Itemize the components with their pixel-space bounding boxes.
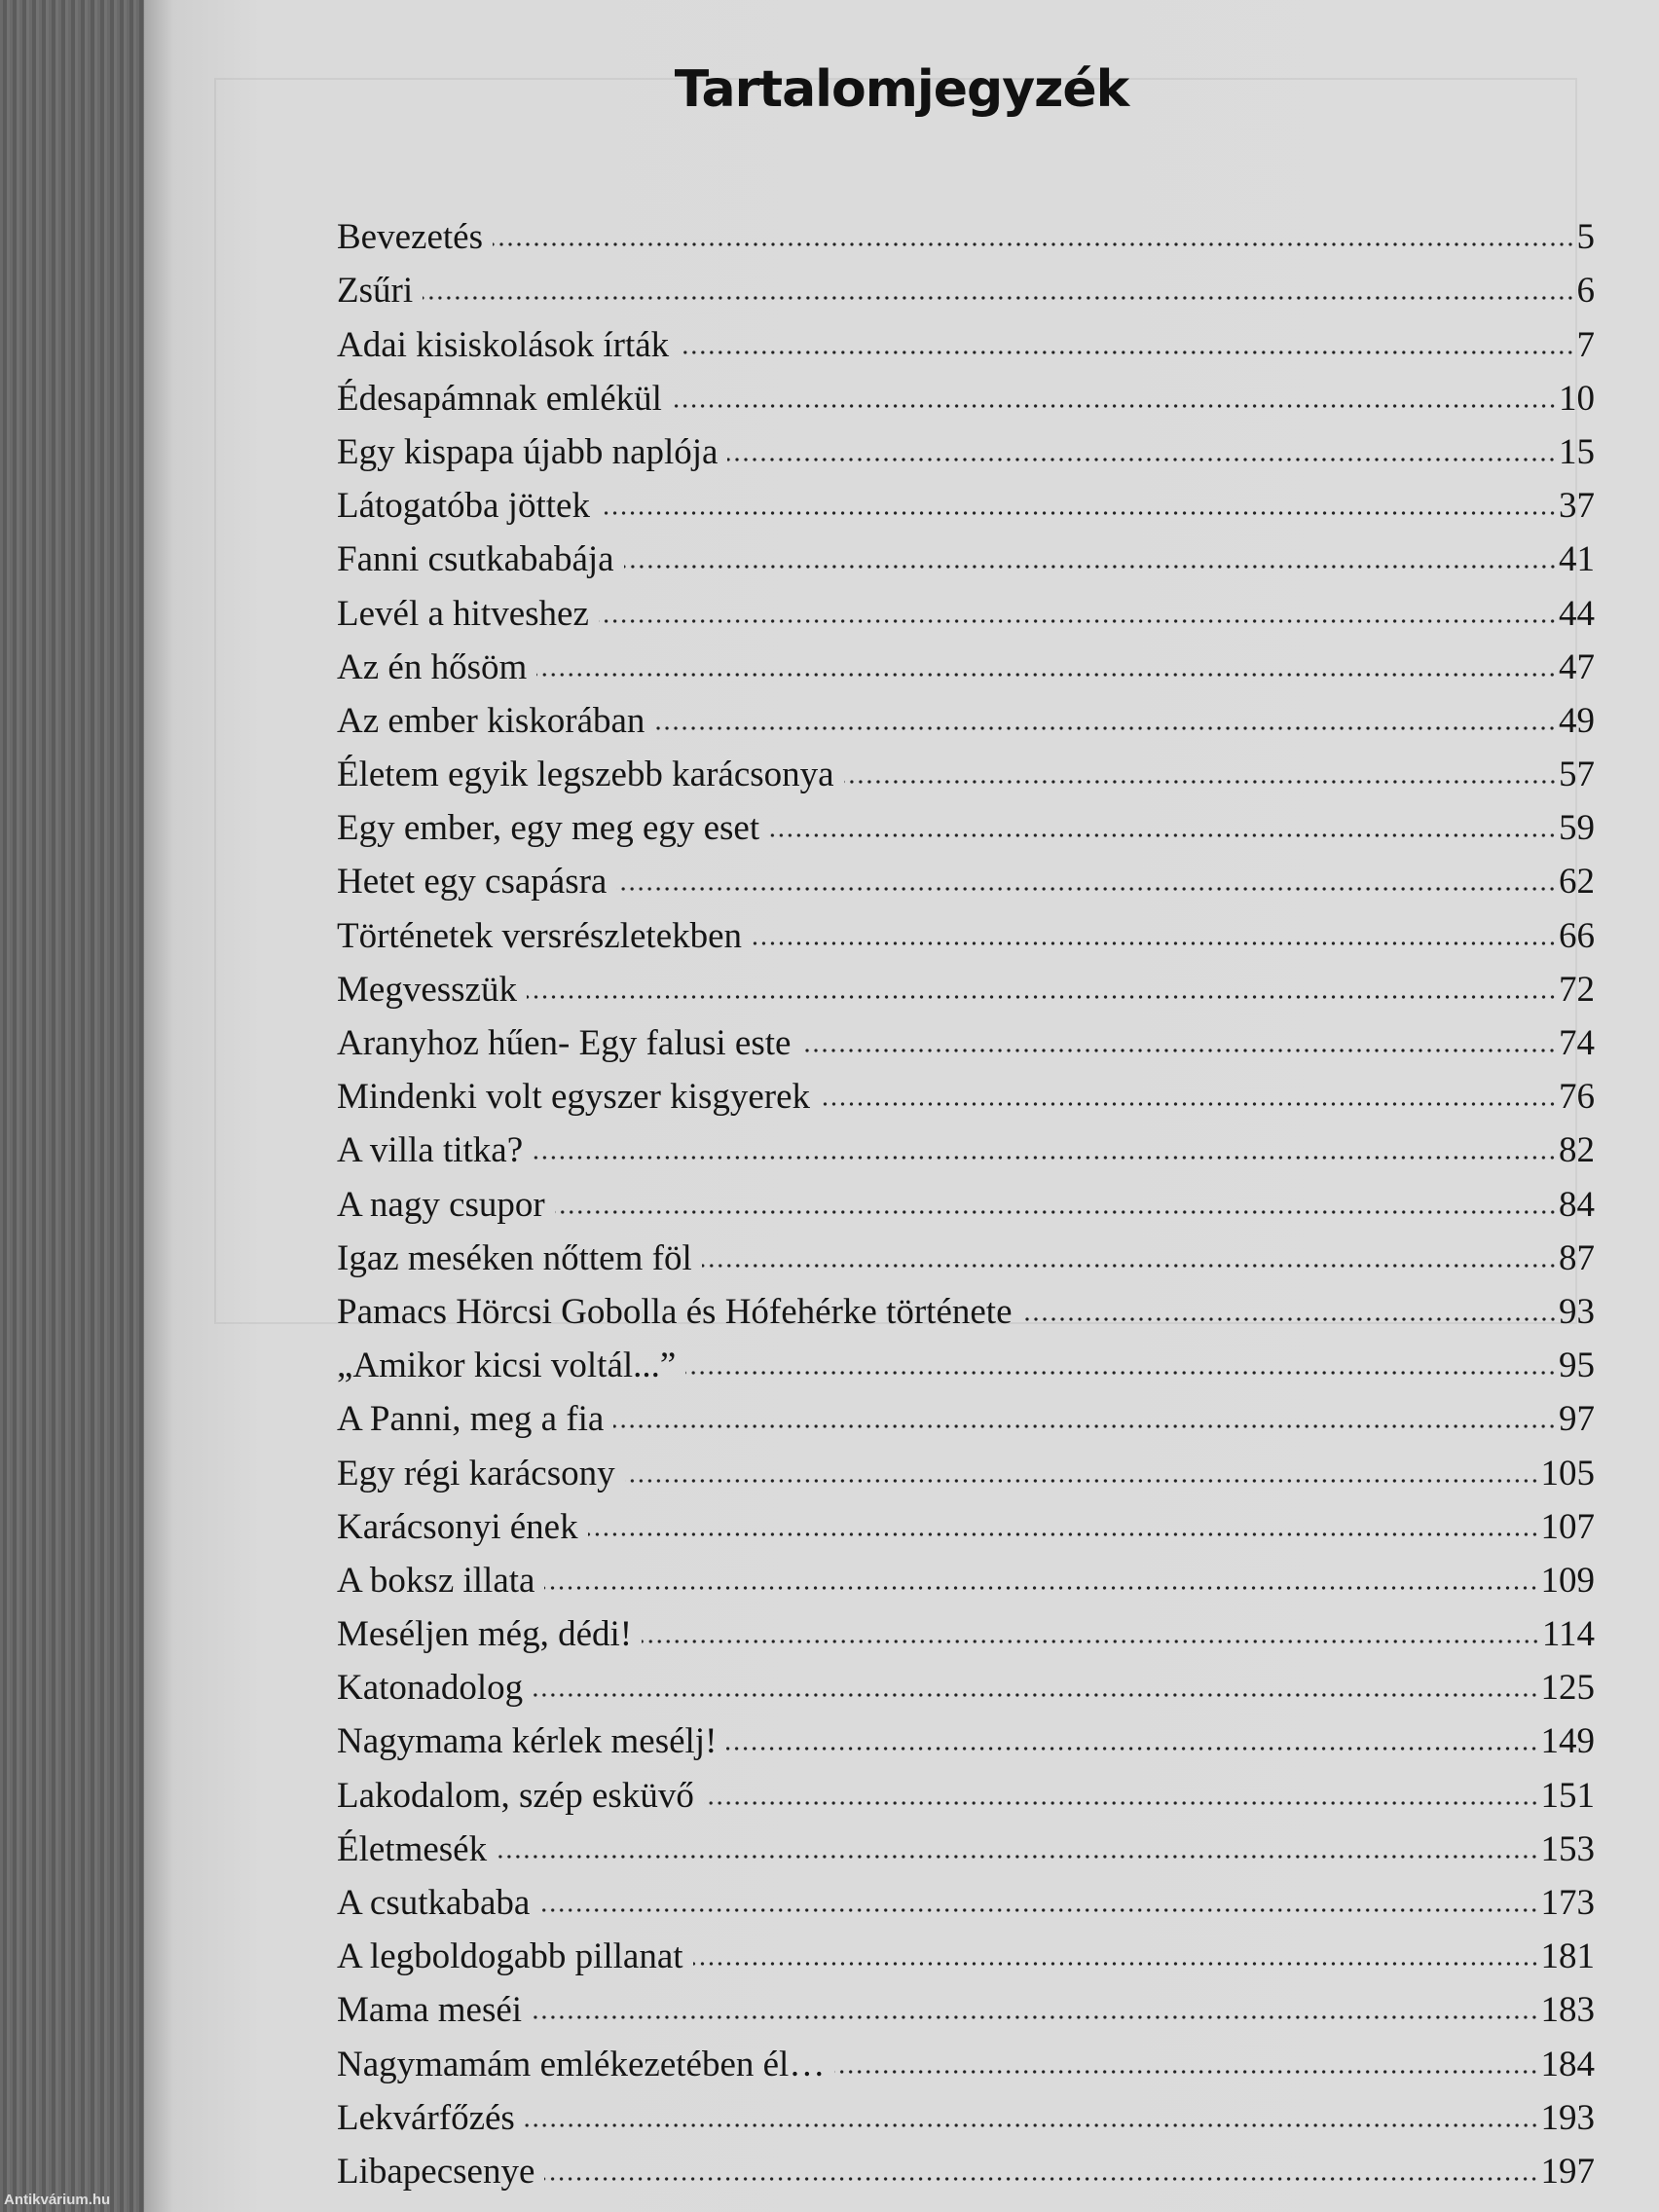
toc-entry-page: 183: [1540, 1990, 1595, 2031]
toc-entry: [337, 1168, 1595, 1225]
toc-entry-page: 84: [1559, 1184, 1595, 1225]
toc-entry-page: 62: [1559, 862, 1595, 903]
dot-leader: [844, 780, 1557, 784]
toc-entry: [337, 202, 1595, 258]
toc-entry: [337, 470, 1595, 527]
toc-entry: [337, 1652, 1595, 1709]
toc-entry-page: 5: [1576, 217, 1595, 258]
toc-entry: [337, 255, 1595, 312]
toc-entry-page: 181: [1540, 1936, 1595, 1977]
dot-leader: [493, 242, 1575, 246]
toc-entry-page: 10: [1559, 378, 1595, 419]
toc-entry: [337, 1008, 1595, 1061]
toc-entry: [337, 1974, 1595, 2031]
toc-entry: [337, 1492, 1595, 1545]
toc-entry-title: Lekvárfőzés: [337, 2097, 515, 2138]
watermark: Antikvárium.hu: [4, 2192, 111, 2208]
toc-entry-title: Életem egyik legszebb karácsonya: [337, 755, 834, 795]
dot-leader: [555, 1210, 1557, 1214]
toc-entry-title: Az ember kiskorában: [337, 700, 645, 741]
dot-leader: [625, 1479, 1539, 1483]
toc-entry-page: 93: [1559, 1291, 1595, 1332]
toc-entry-title: A csutkababa: [337, 1883, 531, 1923]
toc-entry-title: Fanni csutkababája: [337, 539, 614, 580]
toc-entry-title: Libapecsenye: [337, 2151, 535, 2192]
toc-entry-page: 72: [1559, 969, 1595, 1010]
dot-leader: [800, 1049, 1557, 1052]
toc-entry: [337, 954, 1595, 1008]
dot-leader: [613, 1424, 1557, 1428]
dot-leader: [588, 1532, 1539, 1536]
toc-entry: [337, 1599, 1595, 1655]
toc-entry-page: 97: [1559, 1399, 1595, 1440]
dot-leader: [642, 1640, 1540, 1643]
toc-entry-page: 114: [1541, 1614, 1595, 1655]
toc-entry-page: 6: [1576, 271, 1595, 312]
dot-leader: [752, 941, 1557, 945]
toc-entry-page: 173: [1540, 1883, 1595, 1923]
toc-entry: [337, 1223, 1595, 1276]
toc-entry: [337, 1061, 1595, 1118]
toc-entry-title: Történetek versrészletekben: [337, 915, 743, 956]
dot-leader: [693, 1962, 1539, 1966]
toc-entry-title: „Amikor kicsi voltál...”: [337, 1346, 677, 1386]
toc-entry-page: 7: [1576, 324, 1595, 365]
toc-entry: [337, 2083, 1595, 2136]
toc-entry-page: 153: [1540, 1828, 1595, 1869]
toc-entry-title: Egy régi karácsony: [337, 1453, 615, 1493]
toc-entry-title: Karácsonyi ének: [337, 1506, 578, 1547]
toc-entry-title: A villa titka?: [337, 1130, 524, 1171]
toc-entry: [337, 685, 1595, 739]
dot-leader: [600, 511, 1557, 515]
toc-entry-title: Lakodalom, szép esküvő: [337, 1775, 694, 1816]
toc-entry-title: Hetet egy csapásra: [337, 862, 608, 903]
toc-entry-page: 107: [1540, 1506, 1595, 1547]
toc-entry: [337, 900, 1595, 956]
toc-entry: [337, 1706, 1595, 1762]
toc-entry-title: Édesapámnak emlékül: [337, 378, 662, 419]
toc-entry-page: 37: [1559, 486, 1595, 527]
toc-entry-page: 184: [1540, 2044, 1595, 2084]
toc-entry: [337, 1814, 1595, 1867]
toc-entry-title: Adai kisiskolások írták: [337, 324, 670, 365]
dot-leader: [820, 1102, 1557, 1106]
dot-leader: [599, 619, 1557, 623]
toc-entry-page: 151: [1540, 1775, 1595, 1816]
toc-entry-title: Megvesszük: [337, 969, 517, 1010]
dot-leader: [533, 1156, 1557, 1160]
toc-entry: [337, 1867, 1595, 1921]
dot-leader: [423, 296, 1574, 300]
toc-entry: [337, 1330, 1595, 1386]
toc-entry-title: Életmesék: [337, 1828, 488, 1869]
dot-leader: [672, 404, 1557, 408]
toc-entry: [337, 1759, 1595, 1816]
toc-entry: [337, 846, 1595, 903]
toc-entry-title: Mama meséi: [337, 1990, 523, 2031]
dot-leader: [525, 2123, 1539, 2127]
toc-entry: [337, 1545, 1595, 1599]
toc-entry: [337, 309, 1595, 365]
toc-entry: [337, 1437, 1595, 1491]
toc-entry-page: 105: [1540, 1453, 1595, 1493]
toc-entry-page: 41: [1559, 539, 1595, 580]
toc-entry-title: Látogatóba jöttek: [337, 486, 590, 527]
toc-entry: [337, 1276, 1595, 1330]
toc-entry: [337, 417, 1595, 470]
toc-entry-page: 193: [1540, 2097, 1595, 2138]
toc-entry-title: Nagymamám emlékezetében él…: [337, 2044, 826, 2084]
toc-entry-page: 149: [1540, 1721, 1595, 1762]
toc-entry-page: 74: [1559, 1023, 1595, 1063]
dot-leader: [685, 1371, 1557, 1375]
toc-entry: [337, 363, 1595, 417]
toc-entry-page: 125: [1540, 1668, 1595, 1709]
toc-entry-page: 49: [1559, 700, 1595, 741]
page-title: Tartalomjegyzék: [674, 60, 1129, 119]
toc-entry: [337, 739, 1595, 793]
toc-entry: [337, 632, 1595, 685]
toc-entry-title: A nagy csupor: [337, 1184, 545, 1225]
toc-entry: [337, 1115, 1595, 1171]
toc-entry: [337, 524, 1595, 580]
toc-entry-page: 76: [1559, 1077, 1595, 1118]
toc-entry: [337, 1921, 1595, 1977]
toc-entry-title: Bevezetés: [337, 217, 483, 258]
toc-entry-title: A boksz illata: [337, 1560, 535, 1601]
dot-leader: [654, 726, 1557, 730]
toc-entry: [337, 793, 1595, 849]
toc-entry: [337, 577, 1595, 634]
dot-leader: [539, 1908, 1538, 1912]
dot-leader: [527, 995, 1557, 999]
toc-entry-title: Mindenki volt egyszer kisgyerek: [337, 1077, 811, 1118]
toc-entry-title: Egy kispapa újabb naplója: [337, 431, 719, 472]
book-binding: [0, 0, 144, 2212]
toc-entry-page: 197: [1540, 2151, 1595, 2192]
dot-leader: [704, 1801, 1539, 1805]
toc-entry-title: Meséljen még, dédi!: [337, 1614, 633, 1655]
dot-leader: [533, 1693, 1538, 1697]
toc-entry: [337, 2028, 1595, 2082]
toc-entry: [337, 2136, 1595, 2190]
toc-entry-title: Egy ember, egy meg egy eset: [337, 808, 760, 849]
toc-entry-title: Katonadolog: [337, 1668, 524, 1709]
toc-entry-title: Az én hősöm: [337, 646, 528, 687]
dot-leader: [544, 2177, 1538, 2181]
toc-entry-page: 109: [1540, 1560, 1595, 1601]
toc-entry-title: Igaz meséken nőttem föl: [337, 1237, 692, 1278]
toc-entry-title: A legboldogabb pillanat: [337, 1936, 683, 1977]
dot-leader: [1022, 1317, 1558, 1321]
dot-leader: [726, 1747, 1538, 1751]
dot-leader: [679, 350, 1574, 354]
dot-leader: [769, 833, 1557, 837]
toc-entry-page: 44: [1559, 593, 1595, 634]
dot-leader: [497, 1855, 1538, 1859]
toc-entry-title: Aranyhoz hűen- Egy falusi este: [337, 1023, 792, 1063]
toc-entry-page: 59: [1559, 808, 1595, 849]
toc-entry-page: 47: [1559, 646, 1595, 687]
toc-entry-page: 57: [1559, 755, 1595, 795]
toc-entry-title: A Panni, meg a fia: [337, 1399, 605, 1440]
toc-entry-title: Levél a hitveshez: [337, 593, 589, 634]
toc-entry: [337, 1383, 1595, 1440]
table-of-contents: [337, 202, 1595, 2190]
dot-leader: [702, 1264, 1557, 1268]
toc-entry-title: Zsűri: [337, 271, 414, 312]
dot-leader: [536, 673, 1557, 677]
toc-entry-title: Pamacs Hörcsi Gobolla és Hófehérke története: [337, 1291, 1013, 1332]
dot-leader: [624, 565, 1557, 569]
dot-leader: [834, 2070, 1538, 2074]
dot-leader: [544, 1586, 1538, 1590]
toc-entry-title: Nagymama kérlek mesélj!: [337, 1721, 718, 1762]
dot-leader: [532, 2015, 1538, 2019]
toc-entry-page: 15: [1559, 431, 1595, 472]
dot-leader: [616, 887, 1557, 891]
toc-entry-page: 95: [1559, 1346, 1595, 1386]
toc-entry-page: 82: [1559, 1130, 1595, 1171]
toc-entry-page: 66: [1559, 915, 1595, 956]
toc-entry-page: 87: [1559, 1237, 1595, 1278]
dot-leader: [727, 458, 1557, 461]
